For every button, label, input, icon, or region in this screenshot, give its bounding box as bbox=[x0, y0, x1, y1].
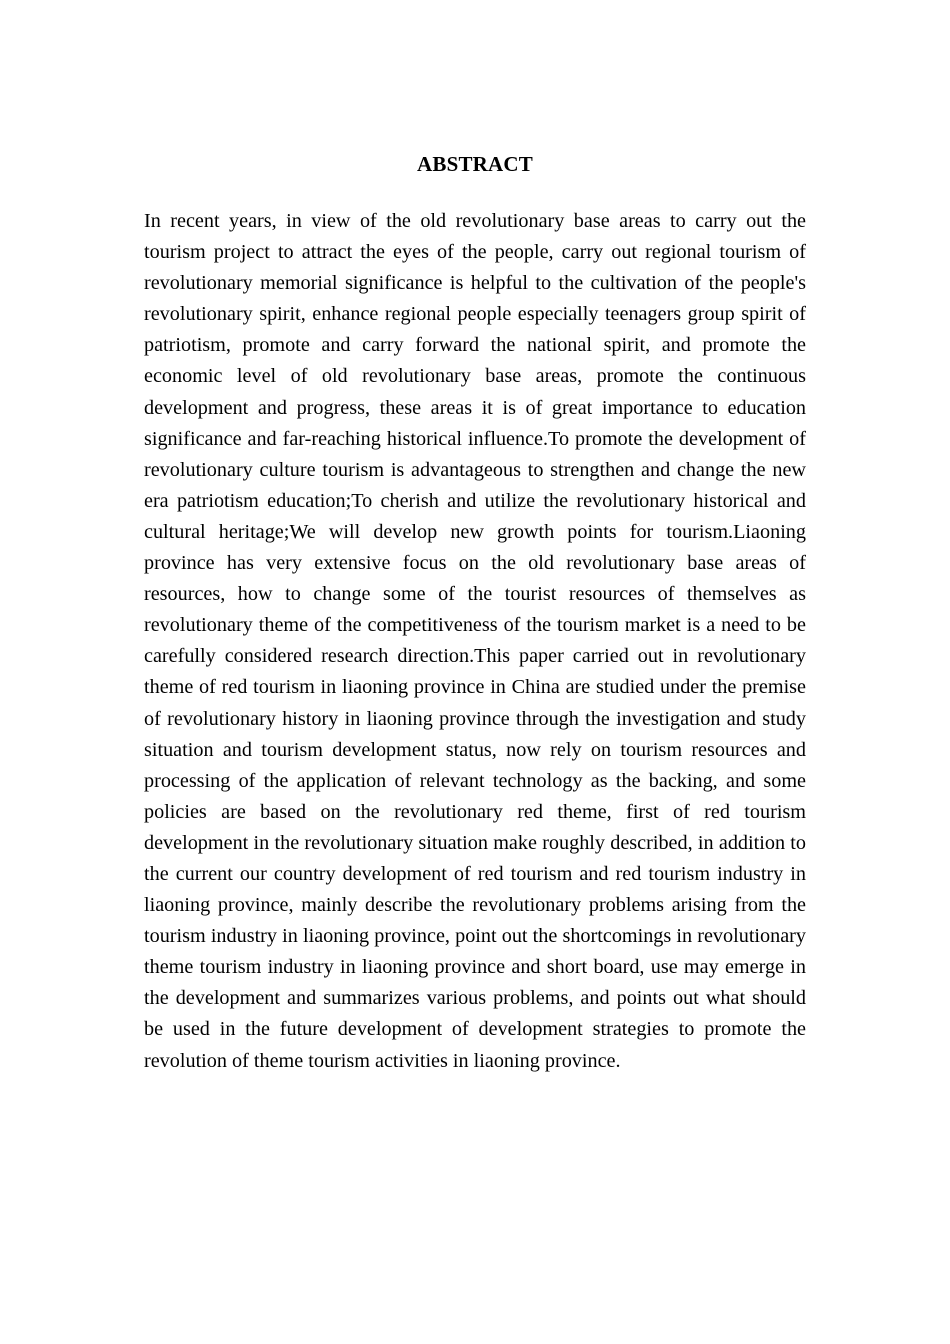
abstract-paragraph: In recent years, in view of the old revolutionary base areas to carry out the tourism project to attract the eyes of the people, carry out regional tourism of revolutionary memorial significance is helpful to the cultivation of the people's revolutionary spirit, enhance regional people especially teenagers group spirit of patriotism, promote and carry forward the national spirit, and promote the economic level of old revolutionary base areas, promote the continuous development and progress, these areas it is of great importance to education significance and far-reaching historical influence.To promote the development of revolutionary culture tourism is advantageous to strengthen and change the new era patriotism education;To cherish and utilize the revolutionary historical and cultural heritage;We will develop new growth points for tourism.Liaoning province has very extensive focus on the old revolutionary base areas of resources, how to change some of the tourist resources of themselves as revolutionary theme of the competitiveness of the tourism market is a need to be carefully considered research direction.This paper carried out in revolutionary theme of red tourism in liaoning province in China are studied under the premise of revolutionary history in liaoning province through the investigation and study situation and tourism development status, now rely on tourism resources and processing of the application of relevant technology as the backing, and some policies are based on the revolutionary red theme, first of red tourism development in the revolutionary situation make roughly described, in addition to the current our country development of red tourism and red tourism industry in liaoning province, mainly describe the revolutionary problems arising from the tourism industry in liaoning province, point out the shortcomings in revolutionary theme tourism industry in liaoning province and short board, use may emerge in the development and summarizes various problems, and points out what should be used in the future development of development strategies to promote the revolution of theme tourism activities in liaoning province. bbox=[144, 210, 806, 1072]
abstract-heading: ABSTRACT bbox=[417, 152, 533, 176]
